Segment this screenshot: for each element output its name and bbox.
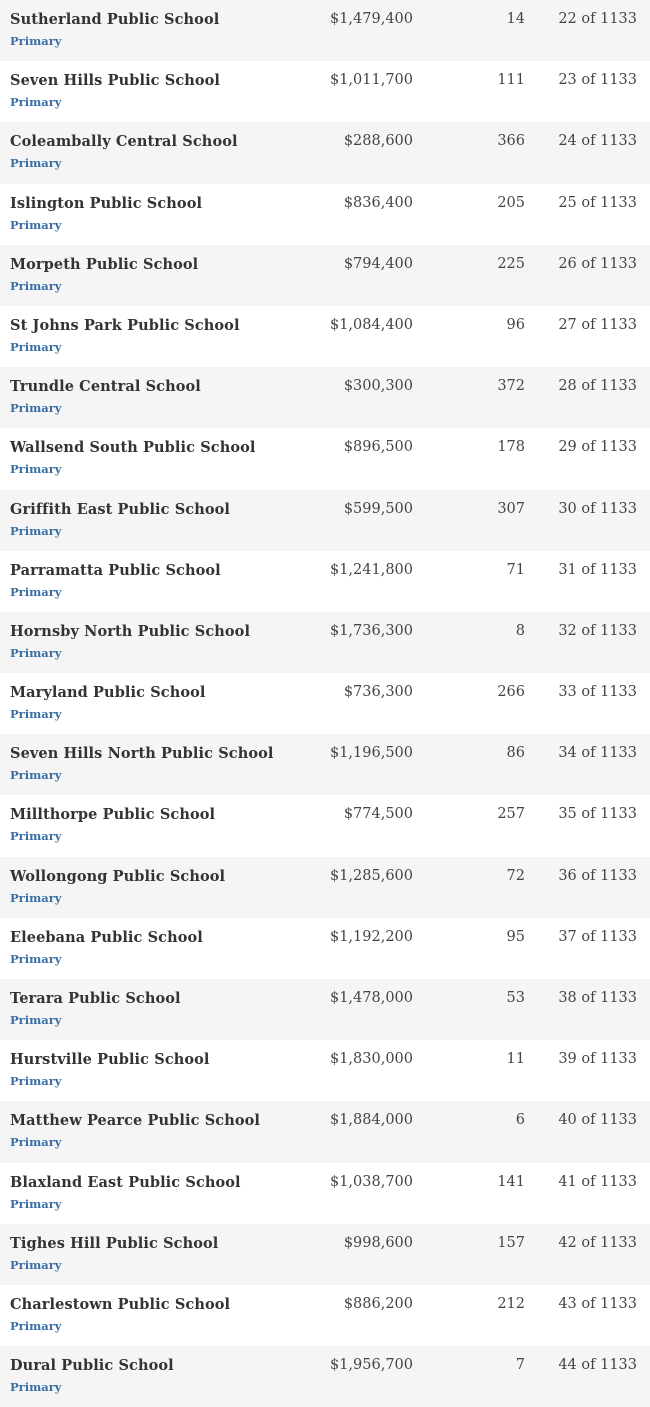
table-row[interactable] — [0, 979, 650, 1040]
state-rank-value: 366 — [497, 133, 525, 150]
table-row[interactable] — [0, 551, 650, 612]
school-type: Primary — [10, 34, 62, 48]
median-price: $774,500 — [343, 806, 413, 823]
table-row[interactable] — [0, 734, 650, 795]
median-price: $1,192,200 — [329, 928, 413, 945]
overall-rank: 39 of 1133 — [558, 1051, 637, 1068]
overall-rank: 36 of 1133 — [558, 867, 637, 884]
school-type: Primary — [10, 645, 62, 660]
median-price: $1,011,700 — [329, 72, 413, 89]
school-name[interactable]: Seven Hills North Public School — [10, 745, 274, 763]
table-row[interactable] — [0, 367, 650, 428]
median-price: $736,300 — [343, 684, 413, 701]
overall-rank: 28 of 1133 — [558, 378, 637, 395]
median-price: $1,956,700 — [329, 1357, 413, 1374]
overall-rank: 31 of 1133 — [558, 561, 637, 578]
school-type: Primary — [10, 951, 62, 966]
overall-rank: 27 of 1133 — [558, 316, 637, 333]
state-rank-value: 11 — [506, 1051, 525, 1068]
school-name[interactable]: Seven Hills Public School — [10, 72, 221, 90]
table-row[interactable] — [0, 1101, 650, 1162]
median-price: $886,200 — [343, 1295, 413, 1312]
overall-rank: 43 of 1133 — [558, 1295, 637, 1312]
state-rank-value: 53 — [506, 990, 525, 1006]
table-row[interactable] — [0, 122, 650, 183]
table-row[interactable] — [0, 184, 650, 245]
school-name[interactable]: Hurstville Public School — [10, 1051, 210, 1069]
state-rank-value: 8 — [515, 622, 525, 639]
school-name[interactable]: Trundle Central School — [10, 378, 201, 396]
state-rank-value: 6 — [515, 1112, 525, 1129]
overall-rank: 34 of 1133 — [558, 745, 637, 762]
state-rank-value: 212 — [497, 1295, 525, 1312]
school-type: Primary — [10, 523, 62, 538]
school-type: Primary — [10, 1013, 62, 1027]
state-rank-value: 14 — [506, 11, 525, 27]
state-rank-value: 157 — [497, 1234, 525, 1251]
median-price: $794,400 — [343, 255, 413, 272]
overall-rank: 41 of 1133 — [558, 1173, 637, 1190]
overall-rank: 26 of 1133 — [558, 255, 637, 272]
median-price: $896,500 — [343, 439, 413, 456]
overall-rank: 35 of 1133 — [558, 806, 637, 823]
table-row[interactable] — [0, 245, 650, 306]
school-type: Primary — [10, 584, 62, 599]
table-row[interactable] — [0, 1285, 650, 1346]
state-rank-value: 372 — [497, 378, 525, 395]
school-name[interactable]: Islington Public School — [10, 194, 203, 212]
table-row[interactable] — [0, 857, 650, 918]
school-type: Primary — [10, 278, 62, 293]
school-name[interactable]: Morpeth Public School — [10, 255, 199, 273]
median-price: $836,400 — [343, 194, 413, 211]
state-rank-value: 7 — [515, 1357, 525, 1374]
school-name[interactable]: Blaxland East Public School — [10, 1173, 241, 1191]
table-row[interactable] — [0, 612, 650, 673]
state-rank-value: 96 — [506, 316, 525, 333]
median-price: $1,884,000 — [329, 1112, 413, 1129]
school-type: Primary — [10, 1380, 62, 1395]
median-price: $288,600 — [343, 133, 413, 150]
state-rank-value: 72 — [506, 867, 525, 884]
school-name[interactable]: Charlestown Public School — [10, 1295, 231, 1313]
school-name[interactable]: Wollongong Public School — [10, 867, 226, 885]
median-price: $1,478,000 — [329, 990, 413, 1006]
school-type: Primary — [10, 1196, 62, 1211]
school-type: Primary — [10, 217, 62, 232]
school-type: Primary — [10, 462, 62, 477]
table-row[interactable] — [0, 795, 650, 856]
school-name[interactable]: Sutherland Public School — [10, 11, 220, 28]
school-type: Primary — [10, 707, 62, 722]
overall-rank: 40 of 1133 — [558, 1112, 637, 1129]
school-name[interactable]: Millthorpe Public School — [10, 806, 216, 824]
state-rank-value: 178 — [497, 439, 525, 456]
school-name[interactable]: Dural Public School — [10, 1357, 174, 1375]
overall-rank: 33 of 1133 — [558, 684, 637, 701]
school-name[interactable]: Eleebana Public School — [10, 928, 203, 946]
median-price: $1,479,400 — [329, 11, 413, 27]
school-name[interactable]: Hornsby North Public School — [10, 622, 251, 640]
table-row[interactable] — [0, 61, 650, 122]
median-price: $1,241,800 — [329, 561, 413, 578]
table-row[interactable] — [0, 1224, 650, 1285]
median-price: $998,600 — [343, 1234, 413, 1251]
state-rank-value: 205 — [497, 194, 525, 211]
overall-rank: 30 of 1133 — [558, 500, 637, 517]
table-row[interactable] — [0, 1040, 650, 1101]
table-row[interactable] — [0, 0, 650, 61]
school-type: Primary — [10, 829, 62, 844]
overall-rank: 37 of 1133 — [558, 928, 637, 945]
state-rank-value: 225 — [497, 255, 525, 272]
school-name[interactable]: St Johns Park Public School — [10, 316, 240, 334]
school-type: Primary — [10, 1318, 62, 1333]
table-row[interactable] — [0, 1163, 650, 1224]
state-rank-value: 257 — [497, 806, 525, 823]
median-price: $1,084,400 — [329, 316, 413, 333]
school-type: Primary — [10, 1074, 62, 1089]
table-row[interactable] — [0, 918, 650, 979]
overall-rank: 25 of 1133 — [558, 194, 637, 211]
overall-rank: 29 of 1133 — [558, 439, 637, 456]
median-price: $1,736,300 — [329, 622, 413, 639]
state-rank-value: 141 — [497, 1173, 525, 1190]
overall-rank: 32 of 1133 — [558, 622, 637, 639]
median-price: $1,196,500 — [329, 745, 413, 762]
overall-rank: 44 of 1133 — [558, 1357, 637, 1374]
school-type: Primary — [10, 1135, 62, 1150]
school-name[interactable]: Maryland Public School — [10, 684, 206, 702]
overall-rank: 23 of 1133 — [558, 72, 637, 89]
table-row[interactable] — [0, 306, 650, 367]
table-row[interactable] — [0, 428, 650, 489]
school-type: Primary — [10, 401, 62, 416]
school-type: Primary — [10, 156, 62, 171]
overall-rank: 42 of 1133 — [558, 1234, 637, 1251]
overall-rank: 38 of 1133 — [558, 990, 637, 1006]
school-type: Primary — [10, 1257, 62, 1272]
median-price: $599,500 — [343, 500, 413, 517]
overall-rank: 24 of 1133 — [558, 133, 637, 150]
state-rank-value: 71 — [506, 561, 525, 578]
school-type: Primary — [10, 768, 62, 783]
school-name[interactable]: Matthew Pearce Public School — [10, 1112, 260, 1130]
school-name[interactable]: Parramatta Public School — [10, 561, 221, 579]
state-rank-value: 307 — [497, 500, 525, 517]
median-price: $1,038,700 — [329, 1173, 413, 1190]
state-rank-value: 95 — [506, 928, 525, 945]
table-row[interactable] — [0, 490, 650, 551]
median-price: $1,285,600 — [329, 867, 413, 884]
school-name[interactable]: Wallsend South Public School — [10, 439, 256, 457]
median-price: $1,830,000 — [329, 1051, 413, 1068]
overall-rank: 22 of 1133 — [558, 11, 637, 27]
school-type: Primary — [10, 95, 62, 110]
school-type: Primary — [10, 339, 62, 354]
state-rank-value: 111 — [497, 72, 525, 89]
table-row[interactable] — [0, 673, 650, 734]
state-rank-value: 266 — [497, 684, 525, 701]
median-price: $300,300 — [343, 378, 413, 395]
table-row[interactable] — [0, 1346, 650, 1407]
state-rank-value: 86 — [506, 745, 525, 762]
school-name[interactable]: Terara Public School — [10, 990, 181, 1007]
school-name[interactable]: Coleambally Central School — [10, 133, 238, 151]
school-name[interactable]: Tighes Hill Public School — [10, 1234, 219, 1252]
school-name[interactable]: Griffith East Public School — [10, 500, 231, 518]
school-type: Primary — [10, 890, 62, 905]
